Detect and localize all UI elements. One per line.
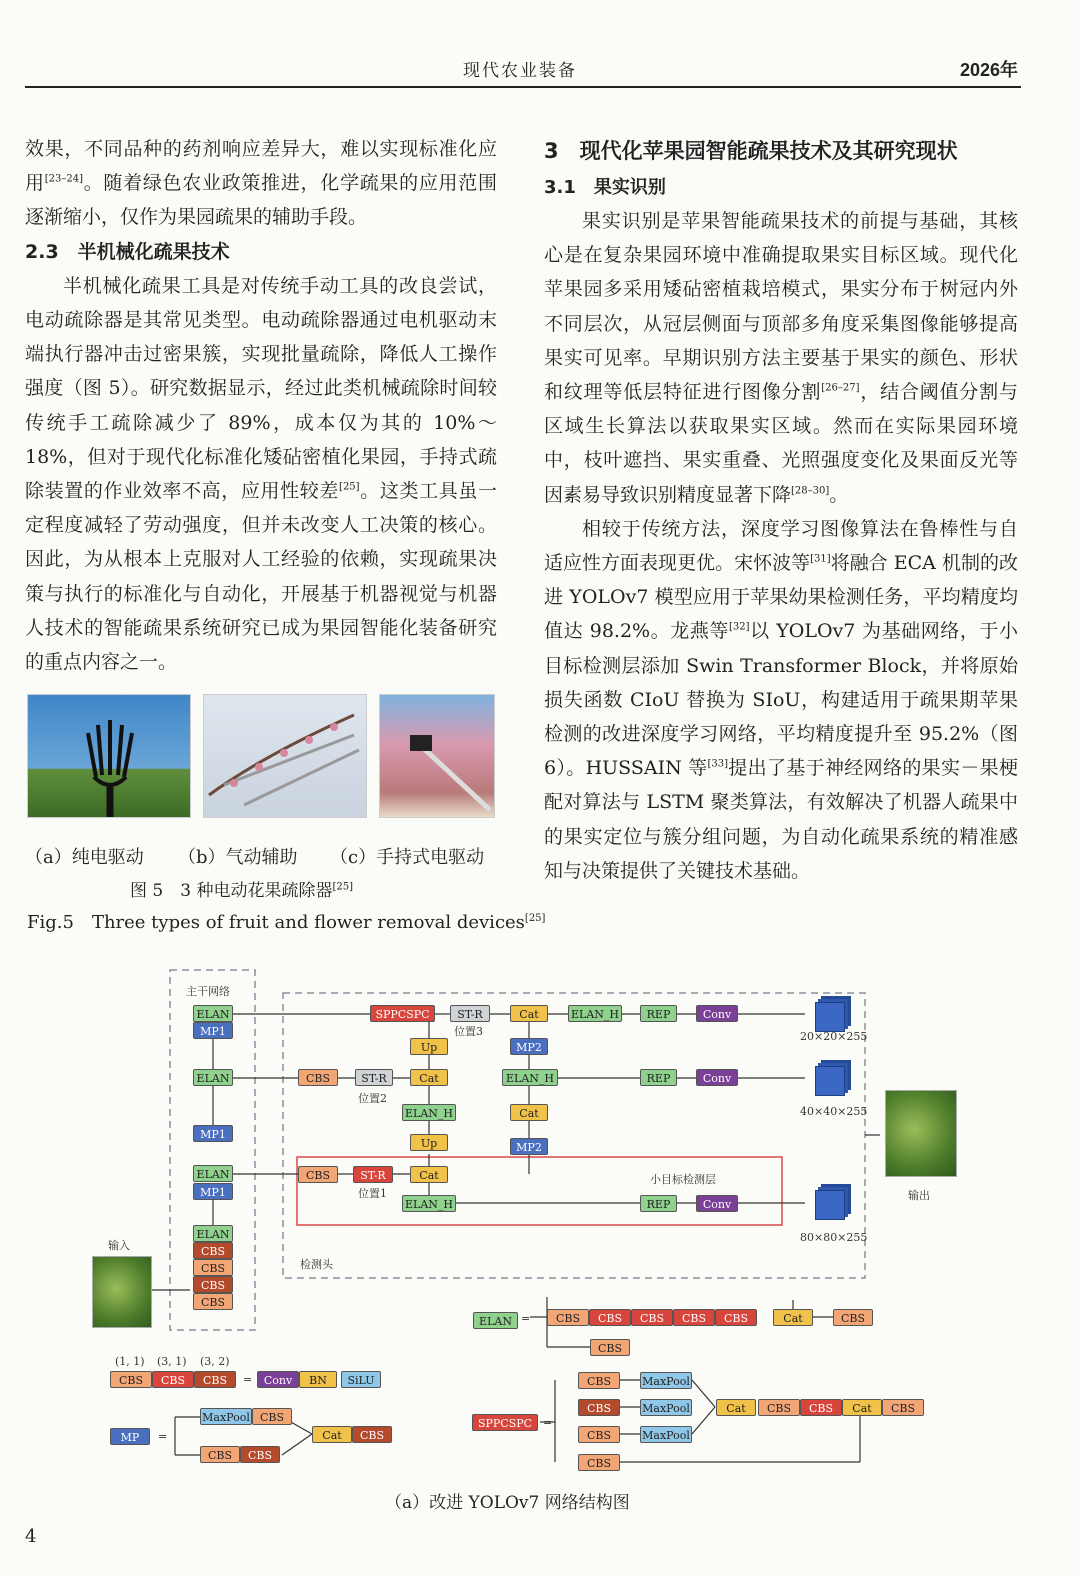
position-1-label: 位置1 xyxy=(358,1187,387,1200)
sppcspc-legend: SPPCSPC xyxy=(472,1414,538,1431)
kernel-3-1: (3, 1) xyxy=(157,1355,187,1368)
cbs-block: CBS xyxy=(833,1309,873,1326)
cat-block: Cat xyxy=(716,1399,756,1416)
cbs-block: CBS xyxy=(252,1408,292,1425)
elan-block: ELAN xyxy=(193,1225,233,1242)
fig5-caption-cn: 图 5 3 种电动花果疏除器[25] xyxy=(130,881,353,901)
mp1-block: MP1 xyxy=(193,1022,233,1039)
cat-block: Cat xyxy=(410,1069,448,1086)
cbs-block: CBS xyxy=(673,1309,715,1326)
cbs-block: CBS xyxy=(193,1242,233,1259)
conv-legend: Conv xyxy=(257,1371,299,1388)
cbs-block: CBS xyxy=(631,1309,673,1326)
equals-sign: = xyxy=(543,1416,553,1429)
rep-block: REP xyxy=(640,1195,677,1212)
maxpool-block: MaxPool xyxy=(200,1408,252,1425)
position-2-label: 位置2 xyxy=(358,1092,387,1105)
page-number: 4 xyxy=(25,1526,37,1547)
kernel-3-2: (3, 2) xyxy=(200,1355,230,1368)
cbs-block: CBS xyxy=(578,1454,620,1471)
cbs-block: CBS xyxy=(800,1399,842,1416)
conv-block: Conv xyxy=(696,1069,738,1086)
equals-sign: = xyxy=(521,1312,531,1325)
elan-h-block: ELAN_H xyxy=(402,1195,456,1212)
yolov7-diagram xyxy=(0,960,1080,1520)
section-heading-2-3: 2.3 半机械化疏果技术 xyxy=(25,240,230,263)
cbs-block: CBS xyxy=(110,1371,152,1388)
str-block: ST-R xyxy=(450,1005,490,1022)
issue-year: 2026年 xyxy=(959,60,1018,80)
up-block: Up xyxy=(410,1038,448,1055)
cbs-block: CBS xyxy=(200,1446,240,1463)
output-20-cube xyxy=(815,1002,845,1032)
silu-legend: SiLU xyxy=(341,1371,381,1388)
cat-block: Cat xyxy=(410,1166,448,1183)
cbs-block: CBS xyxy=(589,1309,631,1326)
maxpool-block: MaxPool xyxy=(640,1426,692,1443)
section-heading-3-1: 3.1 果实识别 xyxy=(544,177,666,198)
cbs-block: CBS xyxy=(193,1293,233,1310)
paragraph: 果实识别是苹果智能疏果技术的前提与基础，其核心是在复杂果园环境中准确提取果实目标区域。现代化苹果园多采用矮砧密植栽培模式，果实分布于树冠内外不同层次，从冠层侧面与顶部多角度采集图像能够提高果实可见率。早期识别方法主要基于果实的颜色、形状和纹理等低层特征进行图像分割[26–27]，结合阈值分割与区域生长算法以获取果实区域。然而在实际果园环境中，枝叶遮挡、果实重叠、光照强度变化及果面反光等因素易导致识别精度显著下降[28–30]。 xyxy=(544,210,1018,506)
maxpool-block: MaxPool xyxy=(640,1372,692,1389)
head-label: 检测头 xyxy=(300,1258,333,1271)
cbs-block: CBS xyxy=(352,1426,392,1443)
subcaption-c: （c）手持式电驱动 xyxy=(330,847,485,868)
cbs-block: CBS xyxy=(152,1371,194,1388)
cbs-block: CBS xyxy=(240,1446,280,1463)
elan-block: ELAN xyxy=(193,1069,233,1086)
str-block-highlight: ST-R xyxy=(353,1166,393,1183)
cbs-block: CBS xyxy=(758,1399,800,1416)
photo-pneumatic-remover xyxy=(203,694,367,818)
cat-block: Cat xyxy=(510,1104,548,1121)
size-80-label: 80×80×255 xyxy=(800,1231,868,1244)
elan-h-block: ELAN_H xyxy=(502,1069,558,1086)
mp1-block: MP1 xyxy=(193,1125,233,1142)
mp-legend: MP xyxy=(110,1428,150,1445)
conv-block: Conv xyxy=(696,1005,738,1022)
elan-block: ELAN xyxy=(193,1165,233,1182)
cbs-block: CBS xyxy=(193,1259,233,1276)
output-40-cube xyxy=(815,1066,845,1096)
size-20-label: 20×20×255 xyxy=(800,1030,868,1043)
small-target-label: 小目标检测层 xyxy=(650,1173,716,1186)
photo-handheld-remover xyxy=(379,694,495,818)
position-3-label: 位置3 xyxy=(454,1025,483,1038)
cbs-block: CBS xyxy=(590,1339,630,1356)
subcaption-a: （a）纯电驱动 xyxy=(25,847,144,868)
fig5-caption-en: Fig.5 Three types of fruit and flower removal devices[25] xyxy=(27,912,546,933)
size-40-label: 40×40×255 xyxy=(800,1105,868,1118)
cat-block: Cat xyxy=(312,1426,352,1443)
mp2-block: MP2 xyxy=(510,1038,548,1055)
kernel-1-1: (1, 1) xyxy=(115,1355,145,1368)
output-label: 输出 xyxy=(908,1189,930,1202)
elan-h-block: ELAN_H xyxy=(568,1005,622,1022)
maxpool-block: MaxPool xyxy=(640,1399,692,1416)
elan-h-block: ELAN_H xyxy=(402,1104,456,1121)
cbs-block: CBS xyxy=(298,1166,338,1183)
cbs-block: CBS xyxy=(578,1372,620,1389)
header-rule xyxy=(25,86,1021,88)
paragraph: 效果，不同品种的药剂响应差异大，难以实现标准化应用[23–24]。随着绿色农业政策推进，化学疏果的应用范围逐渐缩小，仅作为果园疏果的辅助手段。 xyxy=(25,138,497,229)
equals-sign: = xyxy=(158,1430,168,1443)
output-image xyxy=(885,1090,957,1177)
cbs-block: CBS xyxy=(194,1371,236,1388)
blossom-branch-icon xyxy=(204,695,366,817)
output-80-cube xyxy=(815,1190,845,1220)
diagram-caption: （a）改进 YOLOv7 网络结构图 xyxy=(385,1493,630,1513)
input-label: 输入 xyxy=(108,1239,130,1252)
subcaption-b: （b）气动辅助 xyxy=(178,847,298,868)
equals-sign: = xyxy=(243,1373,253,1386)
fork-tool-icon xyxy=(28,695,190,817)
cat-block: Cat xyxy=(842,1399,882,1416)
rep-block: REP xyxy=(640,1005,677,1022)
handheld-tool-icon xyxy=(380,695,494,817)
str-block: ST-R xyxy=(355,1069,393,1086)
conv-block: Conv xyxy=(696,1195,738,1212)
elan-block: ELAN xyxy=(193,1005,233,1022)
cbs-block: CBS xyxy=(715,1309,757,1326)
mp2-block: MP2 xyxy=(510,1138,548,1155)
cbs-block: CBS xyxy=(578,1426,620,1443)
bn-legend: BN xyxy=(299,1371,337,1388)
elan-legend: ELAN xyxy=(473,1312,518,1329)
paragraph: 相较于传统方法，深度学习图像算法在鲁棒性与自适应性方面表现更优。宋怀波等[31]将融合 ECA 机制的改进 YOLOv7 模型应用于苹果幼果检测任务，平均精度均值达 98.2%。龙燕等[32]以 YOLOv7 为基础网络，于小目标检测层添加 Swin Transformer Block，并将原始损失函数 CIoU 替换为 SIoU，构建适用于疏果期苹果检测的改进深度学习网络，平均精度提升至 95.2%（图 6）。HUSSAIN 等[33]提出了基于神经网络的果实－果梗配对算法与 LSTM 聚类算法，有效解决了机器人疏果中的果实定位与簇分组问题，为自动化疏果系统的精准感知与决策提供了关键技术基础。 xyxy=(544,517,1018,882)
section-heading-3: 3 现代化苹果园智能疏果技术及其研究现状 xyxy=(544,139,958,163)
right-column xyxy=(544,134,1018,888)
photo-electric-remover xyxy=(27,694,191,818)
input-image xyxy=(92,1256,152,1328)
up-block: Up xyxy=(410,1134,448,1151)
rep-block: REP xyxy=(640,1069,677,1086)
cbs-block: CBS xyxy=(547,1309,589,1326)
journal-title: 现代农业装备 xyxy=(463,61,577,81)
cbs-block: CBS xyxy=(298,1069,338,1086)
sppcspc-block: SPPCSPC xyxy=(370,1005,435,1022)
paragraph: 半机械化疏果工具是对传统手动工具的改良尝试，电动疏除器是其常见类型。电动疏除器通过电机驱动末端执行器冲击过密果簇，实现批量疏除，降低人工操作强度（图 5）。研究数据显示，经过此类机械疏除时间较传统手工疏除减少了 89%，成本仅为其的 10%～18%，但对于现代化标准化矮砧密植化果园，手持式疏除装置的作业效率不高，应用性较差[25]。这类工具虽一定程度减轻了劳动强度，但并未改变人工决策的核心。因此，为从根本上克服对人工经验的依赖，实现疏果决策与执行的标准化与自动化，开展基于机器视觉与机器人技术的智能疏果系统研究已成为果园智能化装备研究的重点内容之一。 xyxy=(25,274,497,674)
cat-block: Cat xyxy=(510,1005,548,1022)
cbs-block: CBS xyxy=(882,1399,924,1416)
cat-block: Cat xyxy=(773,1309,813,1326)
backbone-label: 主干网络 xyxy=(186,985,230,998)
cbs-block: CBS xyxy=(193,1276,233,1293)
cbs-block: CBS xyxy=(578,1399,620,1416)
mp1-block: MP1 xyxy=(193,1183,233,1200)
left-column xyxy=(25,132,497,679)
